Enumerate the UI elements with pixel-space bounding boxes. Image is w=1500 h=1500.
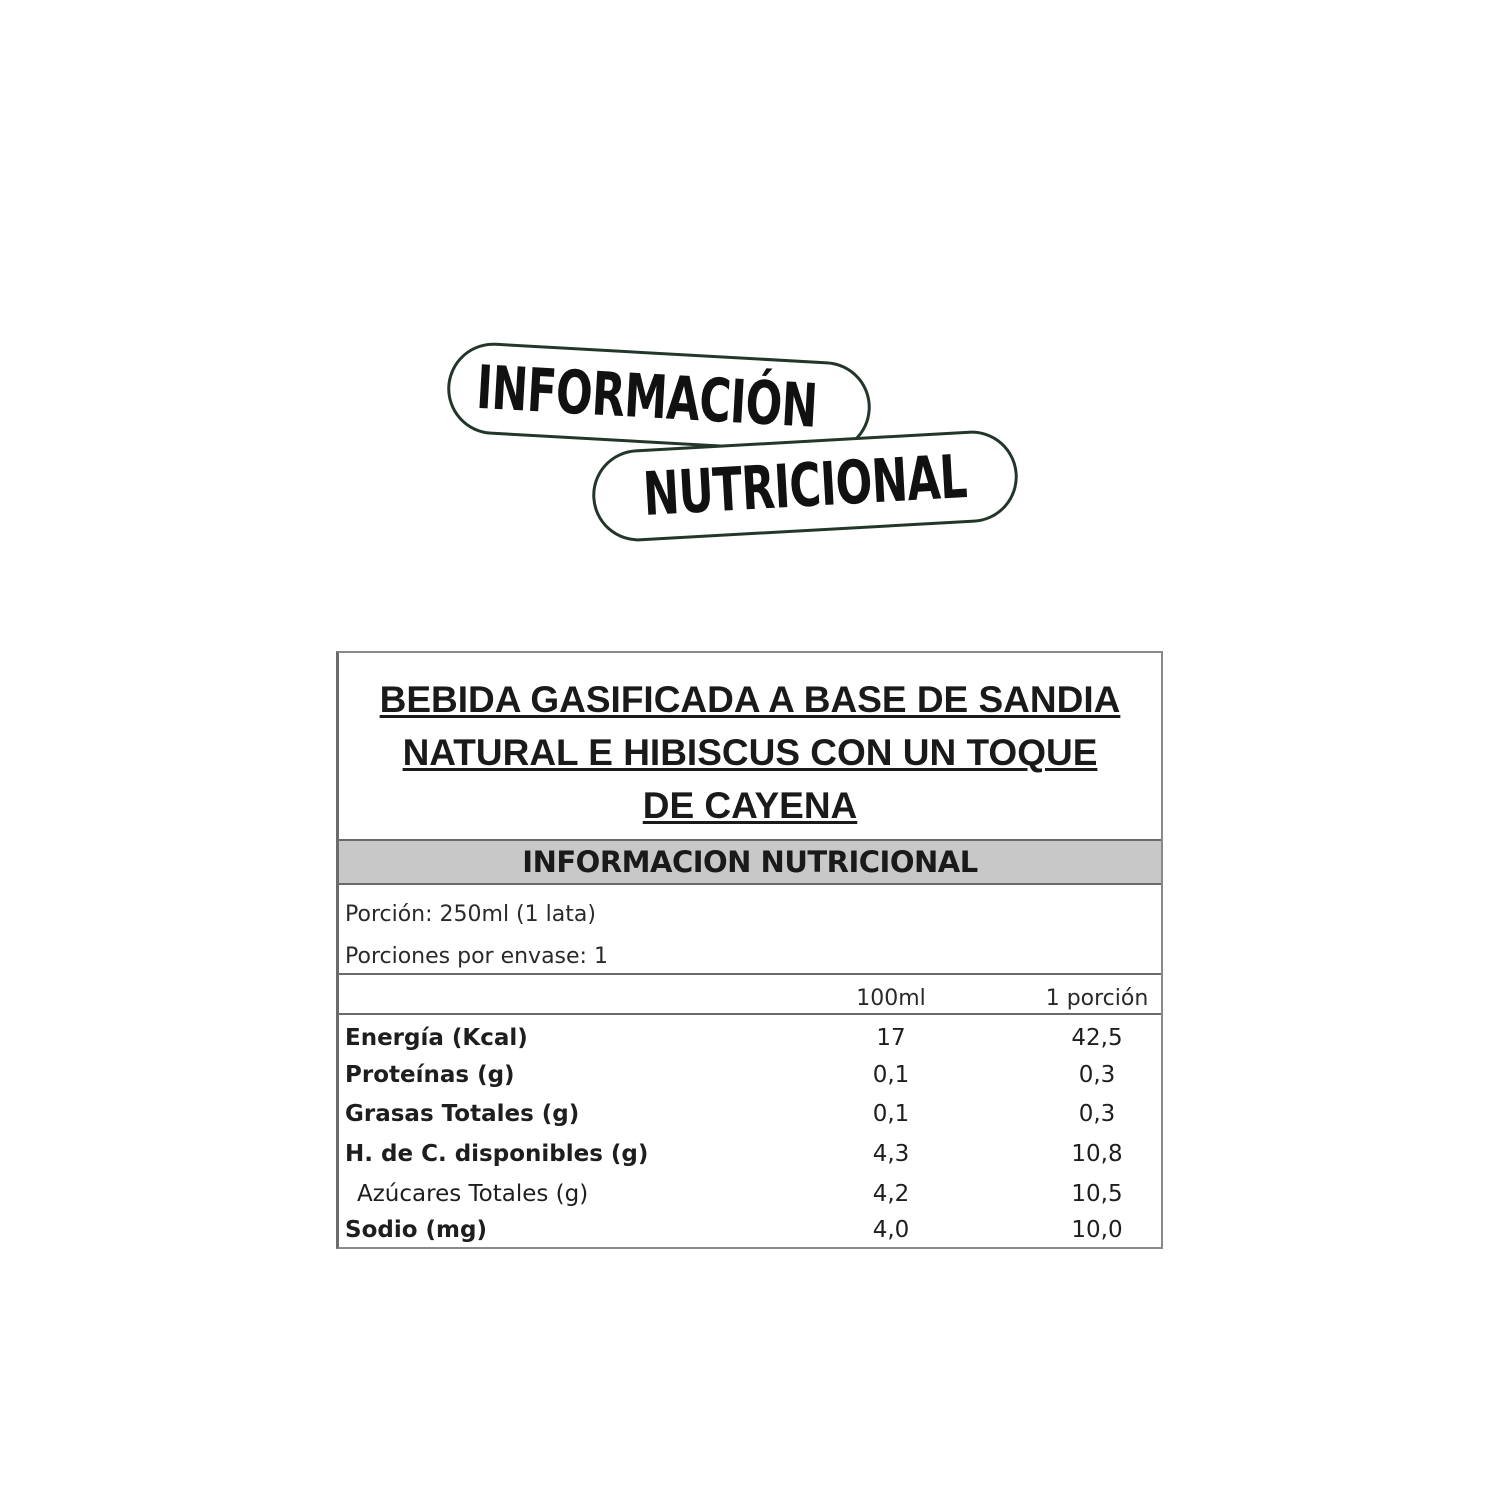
- value-portion: 0,3: [1078, 1062, 1116, 1088]
- value-100ml: 4,0: [872, 1217, 910, 1243]
- value-100ml: 17: [876, 1025, 906, 1051]
- value-portion: 0,3: [1078, 1101, 1116, 1127]
- value-100ml: 4,2: [872, 1181, 910, 1207]
- value-100ml: 0,1: [872, 1062, 910, 1088]
- table-row: [339, 1135, 1161, 1173]
- header-pill-nutricional-text: NUTRICIONAL: [641, 442, 969, 530]
- header-pill-informacion: [445, 340, 873, 456]
- header-pill-nutricional: [590, 428, 1020, 544]
- divider: [339, 1013, 1161, 1015]
- nutrient-label: Energía (Kcal): [345, 1025, 528, 1051]
- nutrient-label: Grasas Totales (g): [345, 1101, 580, 1127]
- table-row: [339, 1175, 1161, 1213]
- serving-size: Porción: 250ml (1 lata): [345, 902, 596, 927]
- section-title-band: [339, 839, 1161, 885]
- servings-per-container: Porciones por envase: 1: [345, 944, 608, 969]
- nutrient-label: Azúcares Totales (g): [357, 1181, 589, 1207]
- nutrition-facts-panel: [336, 651, 1163, 1249]
- nutrient-label: Proteínas (g): [345, 1062, 515, 1088]
- table-row: [339, 1095, 1161, 1133]
- header-pill-informacion-text: INFORMACIÓN: [474, 352, 820, 442]
- product-title-line: NATURAL E HIBISCUS CON UN TOQUE: [402, 732, 1098, 773]
- value-100ml: 4,3: [872, 1141, 910, 1167]
- nutrient-label: H. de C. disponibles (g): [345, 1141, 649, 1167]
- value-portion: 10,0: [1071, 1217, 1123, 1243]
- product-title: [339, 673, 1161, 832]
- value-portion: 10,8: [1071, 1141, 1123, 1167]
- column-header-100ml: 100ml: [856, 986, 926, 1011]
- value-portion: 42,5: [1071, 1025, 1123, 1051]
- column-header-portion: 1 porción: [1045, 986, 1149, 1011]
- value-portion: 10,5: [1071, 1181, 1123, 1207]
- section-title: INFORMACION NUTRICIONAL: [522, 845, 978, 879]
- nutrient-label: Sodio (mg): [345, 1217, 487, 1243]
- table-row: [339, 1056, 1161, 1094]
- table-row: [339, 1211, 1161, 1249]
- product-title-line: DE CAYENA: [642, 785, 858, 826]
- divider: [339, 973, 1161, 975]
- value-100ml: 0,1: [872, 1101, 910, 1127]
- product-title-line: BEBIDA GASIFICADA A BASE DE SANDIA: [379, 679, 1121, 720]
- table-row: [339, 1019, 1161, 1057]
